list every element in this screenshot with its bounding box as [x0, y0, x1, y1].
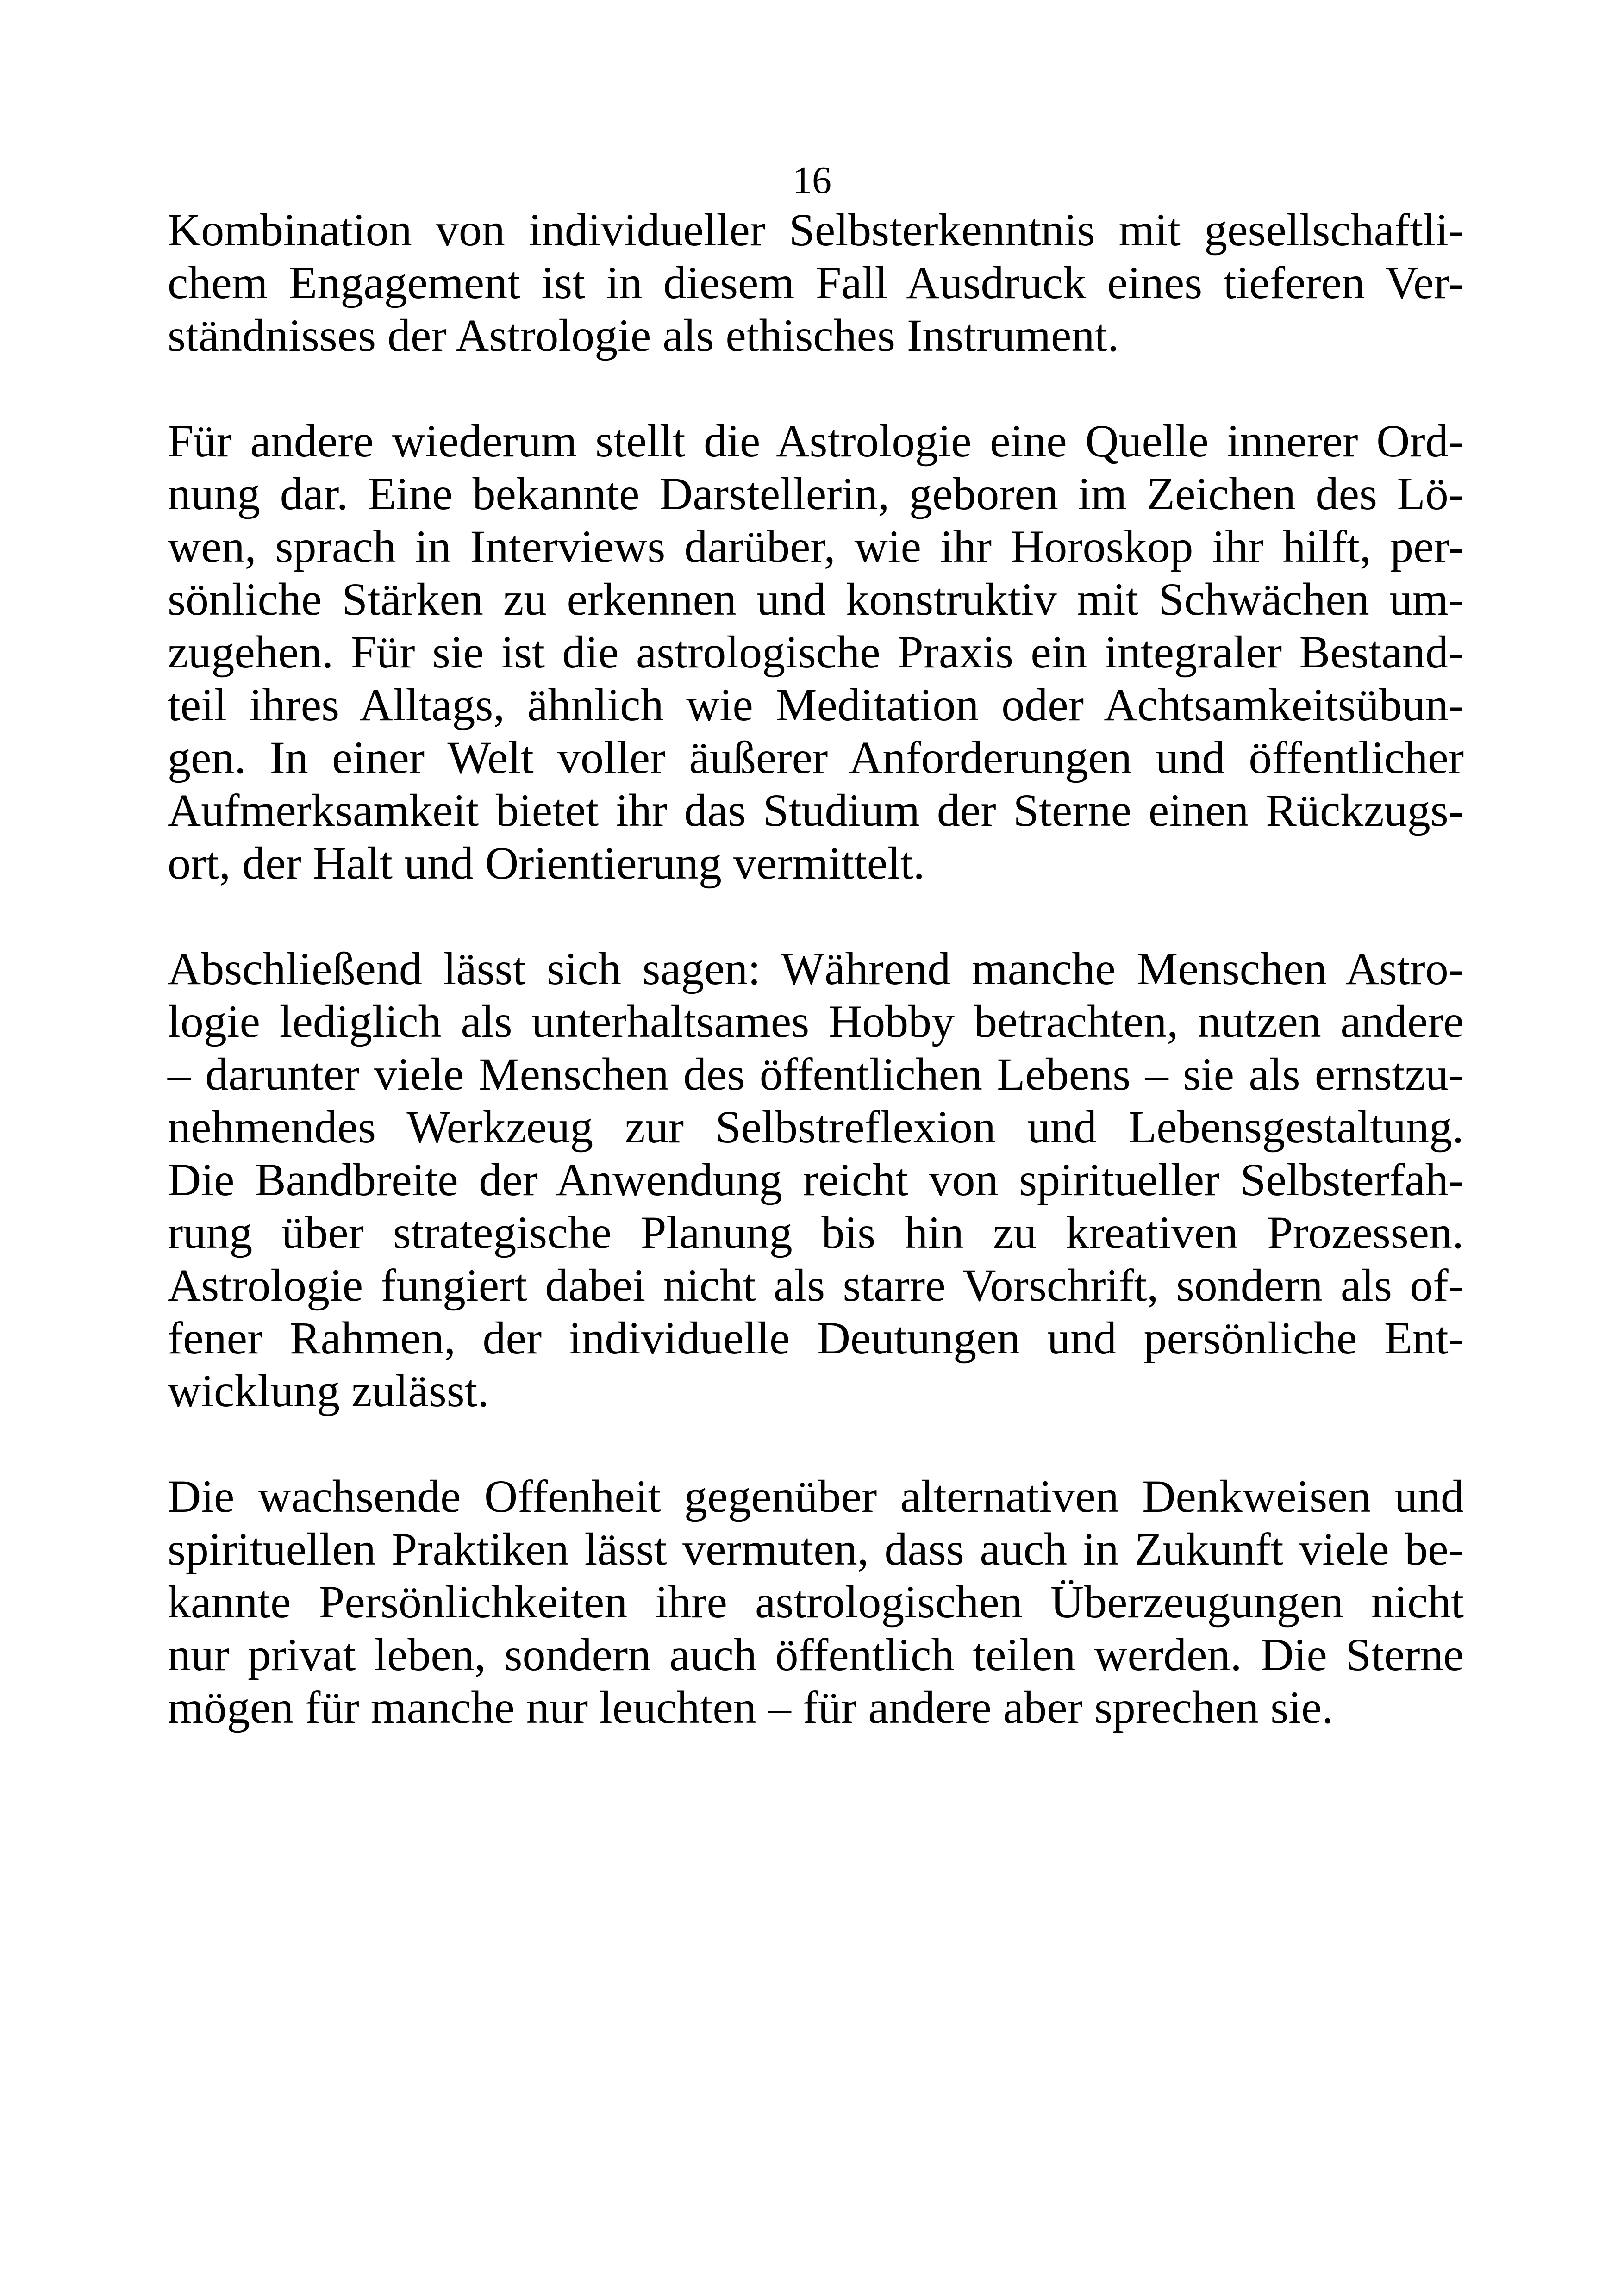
paragraph-1 [168, 204, 1464, 362]
text-line: Für andere wiederum stellt die Astrologie eine Quelle innerer Ord- [168, 415, 1464, 467]
text-line: zugehen. Für sie ist die astrologische Praxis ein integraler Bestand- [168, 626, 1464, 678]
text-line: ort, der Halt und Orientierung vermittelt. [168, 837, 925, 889]
text-line: Kombination von individueller Selbsterkenntnis mit gesellschaftli- [168, 204, 1464, 256]
text-line: Astrologie fungiert dabei nicht als starre Vorschrift, sondern als of- [168, 1260, 1464, 1311]
text-line: Die wachsende Offenheit gegenüber alternativen Denkweisen und [168, 1471, 1464, 1522]
text-line: nehmendes Werkzeug zur Selbstreflexion und Lebensgestaltung. [168, 1101, 1464, 1153]
paragraph-4 [168, 1470, 1464, 1734]
text-line: sönliche Stärken zu erkennen und konstruktiv mit Schwächen um- [168, 574, 1464, 625]
text-line: kannte Persönlichkeiten ihre astrologischen Überzeugungen nicht [168, 1576, 1464, 1628]
text-line: wen, sprach in Interviews darüber, wie ihr Horoskop ihr hilft, per- [168, 521, 1464, 572]
text-line: gen. In einer Welt voller äußerer Anforderungen und öffentlicher [168, 732, 1464, 783]
text-line: nur privat leben, sondern auch öffentlich teilen werden. Die Sterne [168, 1629, 1464, 1680]
text-line: mögen für manche nur leuchten – für andere aber sprechen sie. [168, 1682, 1334, 1733]
text-line: rung über strategische Planung bis hin zu kreativen Prozessen. [168, 1207, 1464, 1258]
text-line: ständnisses der Astrologie als ethisches Instrument. [168, 310, 1119, 361]
text-line: Aufmerksamkeit bietet ihr das Studium der Sterne einen Rückzugs- [168, 785, 1464, 836]
text-line: wicklung zulässt. [168, 1365, 489, 1416]
text-line: fener Rahmen, der individuelle Deutungen und persönliche Ent- [168, 1312, 1464, 1364]
text-line: spirituellen Praktiken lässt vermuten, dass auch in Zukunft viele be- [168, 1523, 1464, 1575]
text-line: Die Bandbreite der Anwendung reicht von spiritueller Selbsterfah- [168, 1154, 1464, 1205]
page-number: 16 [793, 159, 831, 202]
text-line: chem Engagement ist in diesem Fall Ausdruck eines tieferen Ver- [168, 257, 1464, 308]
text-line: logie lediglich als unterhaltsames Hobby betrachten, nutzen andere [168, 996, 1464, 1047]
text-line: Abschließend lässt sich sagen: Während manche Menschen Astro- [168, 943, 1464, 994]
paragraph-2 [168, 415, 1464, 890]
text-line: teil ihres Alltags, ähnlich wie Meditation oder Achtsamkeitsübun- [168, 679, 1464, 730]
body-text [168, 204, 1464, 1787]
paragraph-3 [168, 942, 1464, 1417]
text-line: – darunter viele Menschen des öffentlichen Lebens – sie als ernstzu- [168, 1048, 1464, 1100]
text-line: nung dar. Eine bekannte Darstellerin, geboren im Zeichen des Lö- [168, 468, 1464, 519]
